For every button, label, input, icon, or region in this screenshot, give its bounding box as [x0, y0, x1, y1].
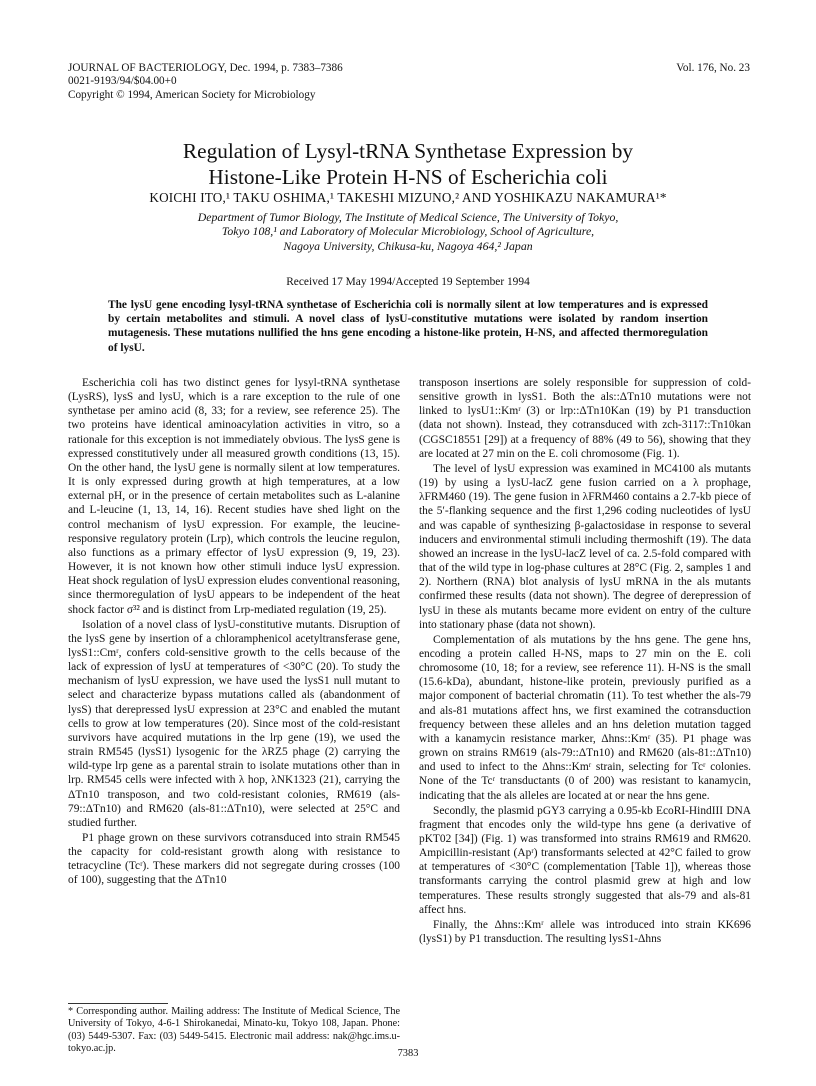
title-line-2: Histone-Like Protein H-NS of Escherichia coli [208, 165, 608, 189]
volume-label: Vol. 176, No. 23 [676, 62, 750, 74]
body-column-left [68, 376, 400, 889]
paragraph: Finally, the Δhns::Kmʳ allele was introduced into strain KK696 (lysS1) by P1 transduction. The resulting lysS1-Δhns [419, 918, 751, 946]
affiliation-line: Department of Tumor Biology, The Institute of Medical Science, The University of Tokyo, [197, 210, 619, 224]
corresponding-author-footnote: * Corresponding author. Mailing address: The Institute of Medical Science, The University of Tokyo, 4-6-1 Shirokanedai, Minato-ku, Tokyo 108, Japan. Phone: (03) 5449-5307. Fax: (03) 5449-5415. Electronic mail address: nak@hgc.ims.u-tokyo.ac.jp. [68, 1006, 400, 1055]
paragraph: transposon insertions are solely responsible for suppression of cold-sensitive growth in lysS1. Both the als::ΔTn10 mutations were not linked to lysU1::Kmʳ (3) or lrp::ΔTn10Kan (19) by P1 transduction (data not shown). Instead, they cotransduced with zch-3117::Tn10kan (CGSC18551 [29]) at a frequency of 88% (49 to 56), showing that they are located at 27 min on the E. coli chromosome (Fig. 1). [419, 377, 751, 460]
received-dates: Received 17 May 1994/Accepted 19 September 1994 [286, 276, 530, 288]
page-number: 7383 [397, 1048, 419, 1059]
paragraph: Secondly, the plasmid pGY3 carrying a 0.95-kb EcoRI-HindIII DNA fragment that encodes only the wild-type hns gene (a derivative of pKT02 [34]) (Fig. 1) was transformed into strains RM619 and RM620. Ampicillin-resistant (Apʳ) transformants selected at 42°C failed to grow at temperatures of <30°C (complementation [Table 1]), whereas those transformants carrying the control plasmid grew at high and low temperatures. These results strongly suggested that als-79 and als-81 affect hns. [419, 804, 751, 916]
issn-line: 0021-9193/94/$04.00+0 [68, 75, 177, 88]
copyright-line: Copyright © 1994, American Society for Microbiology [68, 88, 316, 101]
affiliations [120, 210, 696, 253]
paragraph: P1 phage grown on these survivors cotransduced into strain RM545 the capacity for cold-resistant growth along with resistance to tetracycline (Tcʳ). These markers did not segregate during crosses (100 of 100), suggesting that the ΔTn10 [68, 832, 400, 887]
title-line-1: Regulation of Lysyl-tRNA Synthetase Expression by [182, 139, 634, 163]
article-title [60, 138, 756, 190]
affiliation-line: Nagoya University, Chikusa-ku, Nagoya 464,² Japan [283, 238, 533, 253]
journal-citation: JOURNAL OF BACTERIOLOGY, Dec. 1994, p. 7383–7386 [68, 62, 343, 74]
footnote-rule [68, 1003, 168, 1004]
author-list: KOICHI ITO,¹ TAKU OSHIMA,¹ TAKESHI MIZUNO,² AND YOSHIKAZU NAKAMURA¹* [149, 190, 667, 205]
journal-header [68, 62, 398, 102]
body-column-right [419, 376, 751, 947]
abstract: The lysU gene encoding lysyl-tRNA synthetase of Escherichia coli is normally silent at low temperatures and is expressed by certain metabolites and stimuli. A novel class of lysU-constitutive mutations were isolated by random insertion mutagenesis. These mutations nullified the hns gene encoding a histone-like protein, H-NS, and affected thermoregulation of lysU. [108, 299, 708, 354]
paragraph: The level of lysU expression was examined in MC4100 als mutants (19) by using a lysU-lacZ gene fusion carried on a λ prophage, λFRM460 (19). The gene fusion in λFRM460 contains a 2.7-kb piece of the 5′-flanking sequence and the first 1,296 coding nucleotides of lysU and was capable of synthesizing β-galactosidase in response to several inducers and environmental stimuli including thermoshift (19). The data showed an increase in the lysU-lacZ level of ca. 2.5-fold compared with that of the wild type in log-phase cultures at 28°C (Fig. 2, samples 1 and 2). Northern (RNA) blot analysis of lysU mRNA in the als mutants confirmed these results (data not shown). The degree of derepression of lysU in these als mutants became more evident on entry of the culture into stationary phase (data not shown). [419, 462, 751, 631]
paragraph: Isolation of a novel class of lysU-constitutive mutants. Disruption of the lysS gene by insertion of a chloramphenicol acetyltransferase gene, lysS1::Cmʳ, confers cold-sensitive growth to the cells because of the lack of expression of lysU at temperatures of <30°C (20). To study the mechanism of lysU expression, we have used the lysS1 null mutant to select and characterize bypass mutations called als (abandonment of lysS) that derepressed lysU expression at 23°C and enabled the mutant cells to grow at low temperatures (20). Since most of the cold-resistant survivors have acquired mutations in the lrp gene (19), we used the strain RM545 (lysS1) lysogenic for the λRZ5 phage (2) carrying the wild-type lrp gene as a parental strain to isolate mutations other than in lrp. RM545 cells were infected with λ hop, λNK1323 (21), carrying the ΔTn10 transposon, and two cold-resistant colonies, RM619 (als-79::ΔTn10) and RM620 (als-81::ΔTn10), were selected at 25°C and studied further. [68, 618, 400, 829]
affiliation-line: Tokyo 108,¹ and Laboratory of Molecular Microbiology, School of Agriculture, [221, 224, 595, 239]
paragraph: Escherichia coli has two distinct genes for lysyl-tRNA synthetase (LysRS), lysS and lysU, which is a rare exception to the rule of one synthetase per amino acid (8, 33; for a review, see reference 25). The two proteins have identical aminoacylation activities in vitro, so a rationale for this exception is not immediately obvious. The lysS gene is expressed constitutively under all measured growth conditions (13, 15). On the other hand, the lysU gene is normally silent at low temperatures. It is only expressed during growth at high temperatures, at a low external pH, or in the presence of certain metabolites such as L-alanine and L-leucine (1, 13, 14, 16). Recent studies have shed light on the control mechanism of lysU expression. For example, the leucine-responsive regulatory protein (Lrp), which controls the leucine regulon, also functions as a primary effector of lysU expression (9, 19, 23). However, it is not known how other stimuli induce lysU expression. Heat shock regulation of lysU expression eludes conventional reasoning, since thermoregulation of lysU appears to be independent of the heat shock factor σ³² and is distinct from Lrp-mediated regulation (19, 25). [68, 377, 400, 616]
paragraph: Complementation of als mutations by the hns gene. The gene hns, encoding a protein called H-NS, maps to 27 min on the E. coli chromosome (10, 18; for a review, see reference 11). H-NS is the small (15.6-kDa), abundant, histone-like protein, previously purified as a major component of bacterial chromatin (11). To test whether the als-79 and als-81 mutations affect hns, we first examined the cotransduction frequency between these alleles and an hns deletion mutation tagged with a kanamycin resistance marker, Δhns::Kmʳ (35). P1 phage was grown on strains RM619 (als-79::ΔTn10) and RM620 (als-81::ΔTn10) and used to infect to the Δhns::Kmʳ strain, selecting for Tcʳ colonies. None of the Tcʳ transductants (0 of 200) was resistant to kanamycin, indicating that the als alleles are located at or near the hns gene. [419, 633, 751, 802]
